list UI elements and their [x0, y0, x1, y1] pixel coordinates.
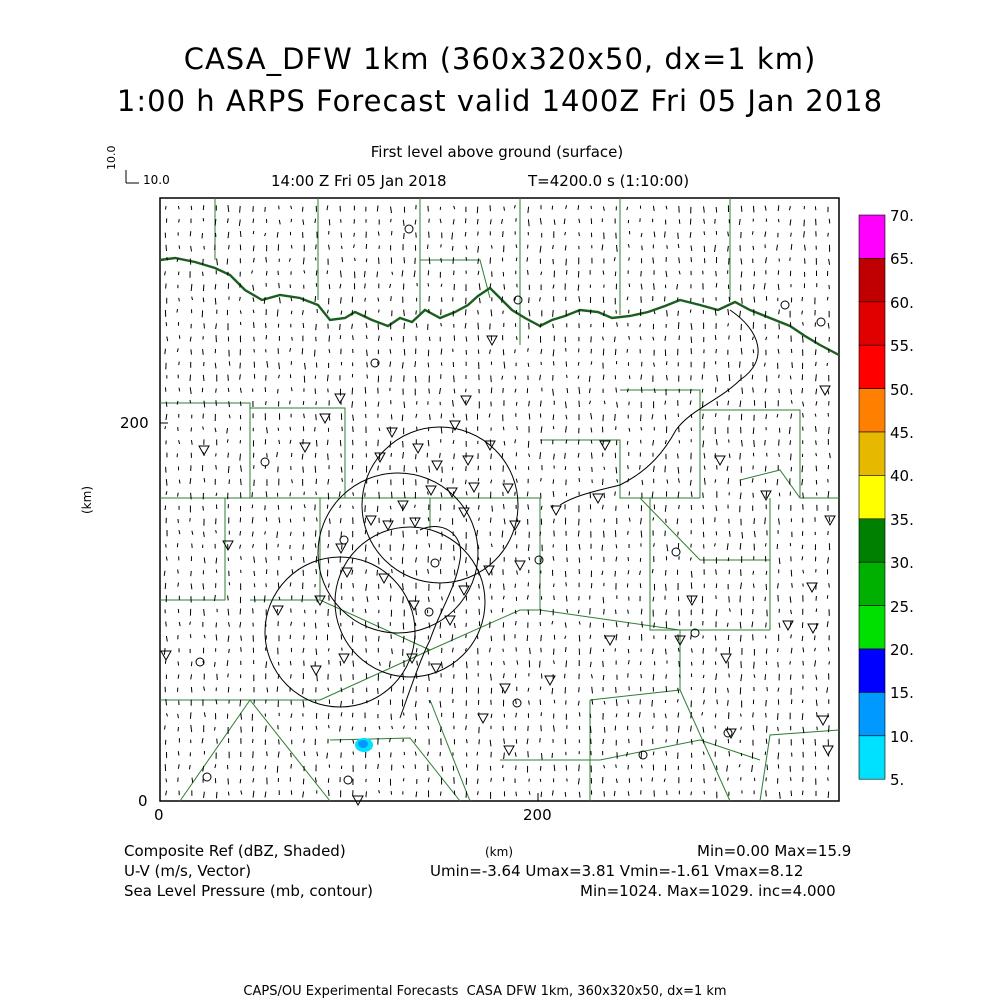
colorbar-label: 10.	[890, 727, 914, 746]
colorbar-swatch	[859, 606, 885, 649]
colorbar-label: 55.	[890, 337, 914, 356]
field1-stats: Min=0.00 Max=15.9	[697, 842, 852, 860]
field3-stats: Min=1024. Max=1029. inc=4.000	[580, 882, 836, 900]
x-tick-label-200: 200	[523, 806, 552, 824]
colorbar-label: 5.	[890, 771, 905, 790]
field2-stats: Umin=-3.64 Umax=3.81 Vmin=-1.61 Vmax=8.12	[430, 862, 804, 880]
vector-ref-horizontal-label: 10.0	[143, 173, 170, 187]
colorbar-swatch	[859, 258, 885, 301]
colorbar-label: 20.	[890, 641, 914, 659]
reflectivity-echo	[355, 738, 373, 752]
x-axis-label: (km)	[485, 845, 514, 859]
y-tick-label-0: 0	[138, 792, 148, 810]
colorbar-swatch	[859, 736, 885, 779]
plot-frame	[160, 198, 839, 801]
colorbar-label: 35.	[890, 510, 914, 529]
colorbar-swatch	[859, 345, 885, 388]
colorbar-swatch	[859, 475, 885, 518]
colorbar-label: 50.	[890, 380, 914, 399]
vector-ref-vertical-label: 10.0	[105, 145, 118, 170]
colorbar-label: 30.	[890, 554, 914, 573]
colorbar-swatch	[859, 562, 885, 605]
footer-credit: CAPS/OU Experimental Forecasts CASA DFW 1km, 360x320x50, dx=1 km	[243, 984, 727, 999]
colorbar-label: 25.	[890, 597, 914, 616]
chart-subtitle: 1:00 h ARPS Forecast valid 1400Z Fri 05 Jan 2018	[116, 84, 884, 118]
colorbar-label: 40.	[890, 467, 914, 486]
colorbar-label: 45.	[890, 424, 914, 442]
field1-label: Composite Ref (dBZ, Shaded)	[124, 842, 346, 860]
level-label: First level above ground (surface)	[370, 143, 624, 161]
colorbar-swatch	[859, 389, 885, 432]
colorbar-label: 70.	[890, 207, 914, 225]
colorbar-swatch	[859, 432, 885, 475]
time-label: 14:00 Z Fri 05 Jan 2018	[271, 172, 447, 190]
colorbar-swatch	[859, 215, 885, 258]
colorbar-swatch	[859, 302, 885, 345]
colorbar-label: 60.	[890, 293, 914, 312]
colorbar-label: 15.	[890, 684, 914, 703]
field2-label: U-V (m/s, Vector)	[124, 862, 252, 880]
colorbar-swatch	[859, 649, 885, 692]
vector-reference	[126, 170, 139, 183]
y-axis-label: (km)	[80, 485, 94, 514]
elapsed-label: T=4200.0 s (1:10:00)	[528, 172, 690, 190]
colorbar-swatch	[859, 519, 885, 562]
map-plot-area	[160, 198, 839, 805]
colorbar-swatch	[859, 692, 885, 735]
x-tick-label-0: 0	[154, 806, 164, 824]
field3-label: Sea Level Pressure (mb, contour)	[124, 882, 373, 900]
colorbar-label: 65.	[890, 250, 914, 269]
chart-title: CASA_DFW 1km (360x320x50, dx=1 km)	[183, 42, 817, 76]
colorbar	[859, 215, 885, 779]
y-tick-label-200: 200	[120, 414, 149, 432]
